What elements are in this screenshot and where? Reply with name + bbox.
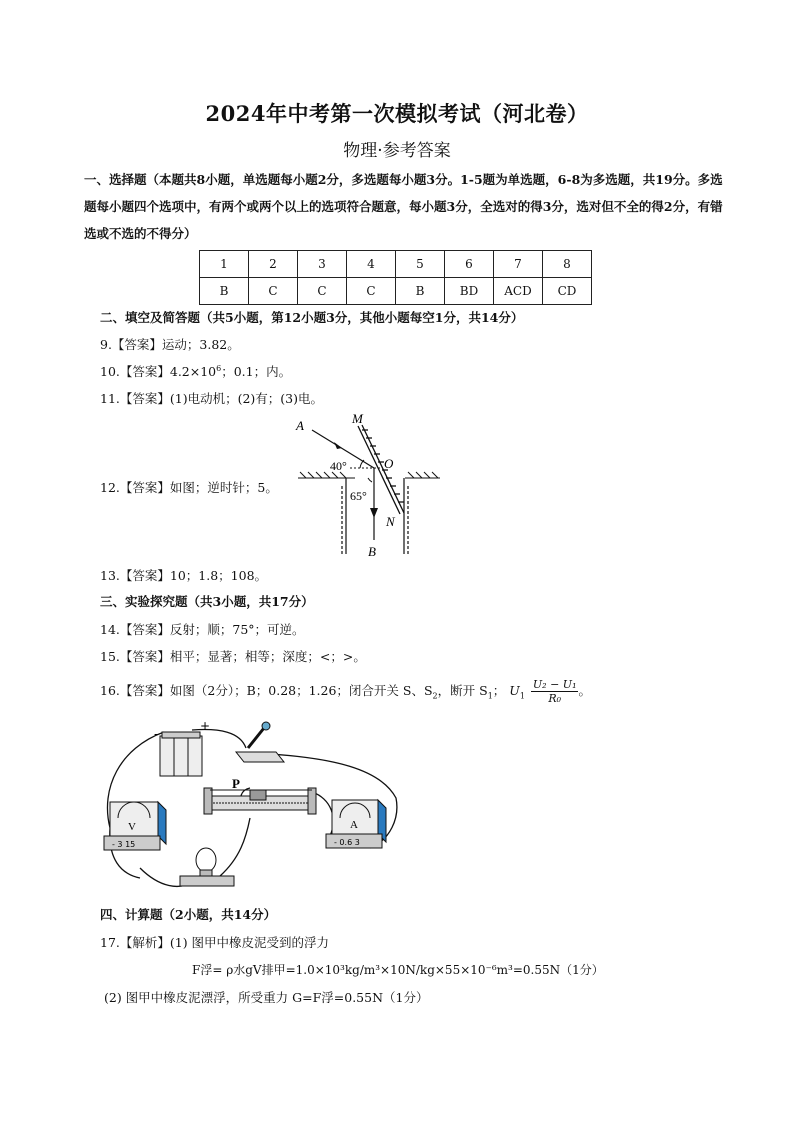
label-B: B <box>368 544 376 559</box>
answer-q9: 9.【答案】运动；3.82。 <box>100 337 240 352</box>
table-cell: BD <box>445 278 494 305</box>
ground-right <box>405 472 440 478</box>
table-cell: C <box>298 278 347 305</box>
table-cell: 1 <box>200 251 249 278</box>
incident-arrow <box>334 442 342 449</box>
answer-q16-sub2: 2 <box>432 691 438 701</box>
answer-q16-semicolon: ； <box>492 683 506 698</box>
answer-table-answer-row <box>200 278 592 305</box>
table-cell: ACD <box>494 278 543 305</box>
answer-q16-fraction <box>531 678 579 705</box>
section2-heading: 二、填空及简答题（共5小题，第12小题3分，其他小题每空1分，共14分） <box>100 310 524 325</box>
section3-heading: 三、实验探究题（共3小题，共17分） <box>100 594 314 609</box>
answer-q11: 11.【答案】(1)电动机；(2)有；(3)电。 <box>100 391 323 406</box>
table-cell: 8 <box>543 251 592 278</box>
reflection-diagram <box>290 408 450 564</box>
answer-q10-suffix: ；0.1；内。 <box>221 364 292 379</box>
ammeter-terminals: - 0.6 3 <box>334 838 360 847</box>
lamp <box>180 848 234 886</box>
circuit-diagram <box>100 718 420 894</box>
section1-heading: 一、选择题（本题共8小题，单选题每小题2分，多选题每小题3分。1-5题为单选题，6-8为多选题，共19分。多选题每小题四个选项中，有两个或两个以上的选项符合题意，每小题3分，全选对的得3分，选对但不全的得2分，有错选或不选的不得分） <box>84 172 723 241</box>
label-M: M <box>352 411 363 426</box>
ammeter-label: A <box>350 819 358 831</box>
label-N: N <box>386 514 395 529</box>
rheostat-slider-P: P <box>232 776 240 791</box>
answer-table-header-row <box>200 251 592 278</box>
voltmeter-label: V <box>128 821 136 833</box>
fraction-denominator: R₀ <box>548 692 562 705</box>
page-subtitle: 物理·参考答案 <box>343 141 451 161</box>
label-O: O <box>384 456 394 471</box>
table-cell: 6 <box>445 251 494 278</box>
answer-q16-text: 16.【答案】如图（2分）；B；0.28；1.26；闭合开关 S、S <box>100 683 433 698</box>
answer-q15: 15.【答案】相平；显著；相等；深度；<；>。 <box>100 649 366 664</box>
answer-q10-prefix: 10.【答案】4.2×10 <box>100 364 217 379</box>
battery-plus: + <box>200 719 211 733</box>
rheostat <box>204 788 316 814</box>
battery-minus: - <box>154 727 159 741</box>
answer-q13: 13.【答案】10；1.8；108。 <box>100 568 268 583</box>
label-A: A <box>296 418 304 433</box>
section4-heading: 四、计算题（2小题，共14分） <box>100 907 277 922</box>
answer-q14: 14.【答案】反射；顺；75°；可逆。 <box>100 622 305 637</box>
answer-q10-exponent: 6 <box>216 363 222 373</box>
angle-label-40: 40° <box>330 459 347 473</box>
angle-label-65: 65° <box>350 489 367 503</box>
reflected-arrow <box>370 508 378 518</box>
answer-q17-formula: F浮= ρ水gV排甲=1.0×10³kg/m³×10N/kg×55×10⁻⁶m³=0.55N（1分） <box>192 963 604 977</box>
battery <box>160 732 202 776</box>
answer-table <box>199 250 592 305</box>
answer-q17-part1: 17.【解析】(1) 图甲中橡皮泥受到的浮力 <box>100 935 330 950</box>
table-cell: 2 <box>249 251 298 278</box>
answer-q16 <box>100 678 591 705</box>
answer-q10 <box>100 362 291 380</box>
fraction-numerator: U₂ − U₁ <box>532 678 577 691</box>
answer-q16-end: 。 <box>578 683 591 698</box>
voltmeter-terminals: - 3 15 <box>112 840 136 849</box>
answer-q16-mid: ，断开 S <box>437 683 488 698</box>
table-cell: 4 <box>347 251 396 278</box>
table-cell: 7 <box>494 251 543 278</box>
table-cell: 3 <box>298 251 347 278</box>
table-cell: CD <box>543 278 592 305</box>
table-cell: B <box>200 278 249 305</box>
angle-arc-65 <box>368 478 372 482</box>
answer-q12: 12.【答案】如图；逆时针；5。 <box>100 480 278 495</box>
answer-q16-U1-sub: 1 <box>519 691 525 701</box>
table-cell: C <box>249 278 298 305</box>
answer-q16-sub1: 1 <box>487 691 493 701</box>
page-title: 2024年中考第一次模拟考试（河北卷） <box>205 101 589 126</box>
table-cell: B <box>396 278 445 305</box>
answer-q16-U1: U <box>509 683 520 698</box>
answer-q17-part2: (2) 图甲中橡皮泥漂浮，所受重力 G=F浮=0.55N（1分） <box>104 990 429 1005</box>
table-cell: C <box>347 278 396 305</box>
table-cell: 5 <box>396 251 445 278</box>
